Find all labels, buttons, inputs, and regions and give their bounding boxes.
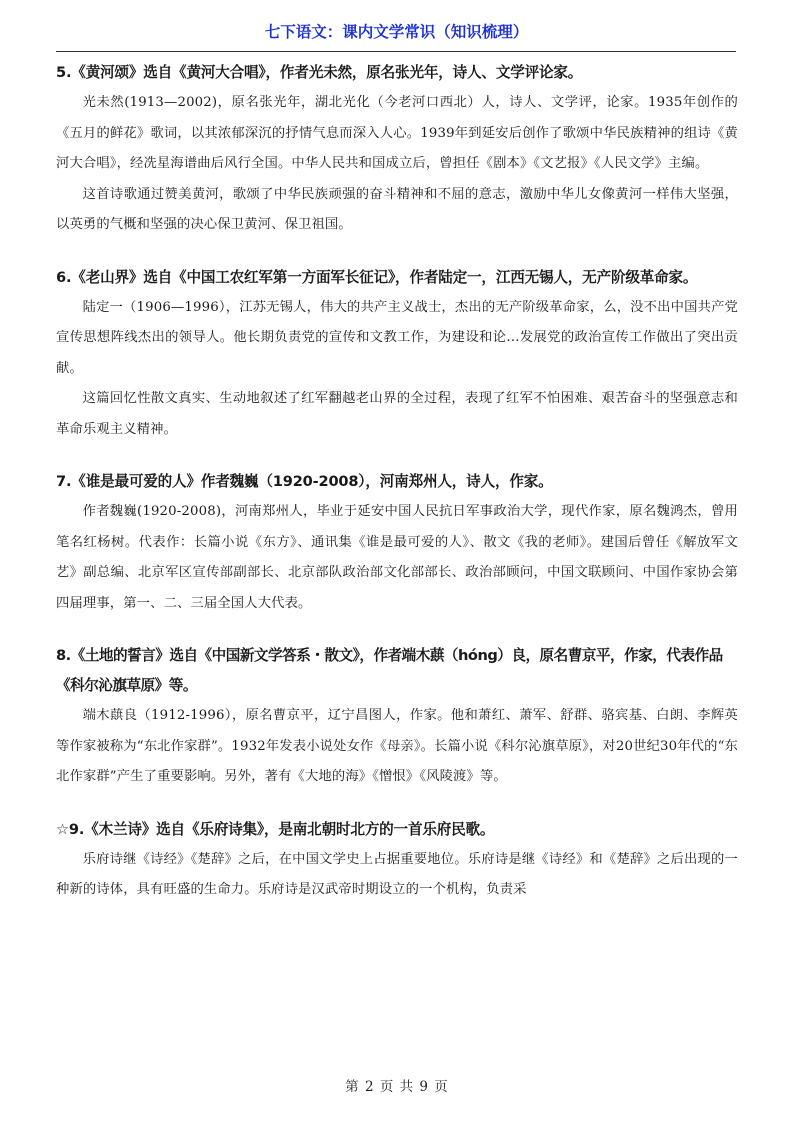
page-number: 第 2 页 共 9 页 (345, 1079, 448, 1095)
section-heading: 7.《谁是最可爱的人》作者魏巍（1920-2008），河南郑州人，诗人，作家。 (56, 473, 553, 490)
paragraph: 这首诗歌通过赞美黄河，歌颂了中华民族顽强的奋斗精神和不屈的意志，激励中华儿女像黄河一样伟大坚强，以英勇的气概和坚强的决心保卫黄河、保卫祖国。 (56, 186, 738, 232)
section-heading: ☆9.《木兰诗》选自《乐府诗集》，是南北朝时北方的一首乐府民歌。 (56, 820, 495, 838)
header-divider (56, 51, 736, 52)
page-header-title: 七下语文：课内文学常识（知识梳理） (264, 23, 529, 41)
section-laoshanjie (56, 263, 738, 446)
paragraph: 乐府诗继《诗经》《楚辞》之后，在中国文学史上占据重要地位。乐府诗是继《诗经》和《楚辞》之后出现的一种新的诗体，具有旺盛的生命力。乐府诗是汉武帝时期设立的一个机构，负责采 (56, 851, 738, 897)
paragraph: 这篇回忆性散文真实、生动地叙述了红军翻越老山界的全过程，表现了红军不怕困难、艰苦奋斗的坚强意志和革命乐观主义精神。 (56, 391, 738, 437)
section-huanghe-song (56, 58, 738, 241)
section-mulan-shi (56, 815, 738, 906)
section-shui-shi-zui-ke-ai-de-ren (56, 467, 738, 619)
section-heading: 8.《土地的誓言》选自《中国新文学答系・散文》，作者端木蕻（hóng）良，原名曹京平，作家，代表作品《科尔沁旗草原》等。 (56, 647, 723, 694)
section-heading: 6.《老山界》选自《中国工农红军第一方面军长征记》，作者陆定一，江西无锡人，无产阶级革命家。 (56, 268, 698, 286)
paragraph: 陆定一（1906—1996），江苏无锡人，伟大的共产主义战士，杰出的无产阶级革命家，么，没不出中国共产党宣传思想阵线杰出的领导人。他长期负责党的宣传和文教工作，为建设和论…发展党的政治宣传工作做出了突出贡献。 (56, 299, 738, 376)
paragraph: 端木蕻良（1912-1996），原名曹京平，辽宁昌图人，作家。他和萧红、萧军、舒群、骆宾基、白朗、李辉英等作家被称为“东北作家群”。1932年发表小说处女作《母亲》。长篇小说《科尔沁旗草原》，对20世纪30年代的“东北作家群”产生了重要影响。另外，著有《大地的海》《憎恨》《风陵渡》等。 (56, 708, 738, 784)
section-heading: 5.《黄河颂》选自《黄河大合唱》，作者光未然，原名张光年，诗人、文学评论家。 (56, 64, 583, 81)
paragraph: 光未然(1913—2002)，原名张光年，湖北光化（今老河口西北）人，诗人、文学评，论家。1935年创作的《五月的鲜花》歌词，以其浓郁深沉的抒情气息而深入人心。1939年到延安后创作了歌颂中华民族精神的组诗《黄河大合唱》，经冼星海谱曲后风行全国。中华人民共和国成立后，曾担任《剧本》《文艺报》《人民文学》主编。 (56, 95, 738, 171)
paragraph: 作者魏巍(1920-2008)，河南郑州人，毕业于延安中国人民抗日军事政治大学，现代作家，原名魏鸿杰，曾用笔名红杨树。代表作：长篇小说《东方》、通讯集《谁是最可爱的人》、散文《我的老师》。建国后曾任《解放军文艺》副总编、北京军区宣传部副部长、北京部队政治部文化部部长、政治部顾问，中国文联顾问、中国作家协会第四届理事，第一、二、三届全国人大代表。 (56, 504, 738, 611)
document-body (56, 58, 738, 906)
section-tudi-de-shiyan (56, 641, 738, 793)
